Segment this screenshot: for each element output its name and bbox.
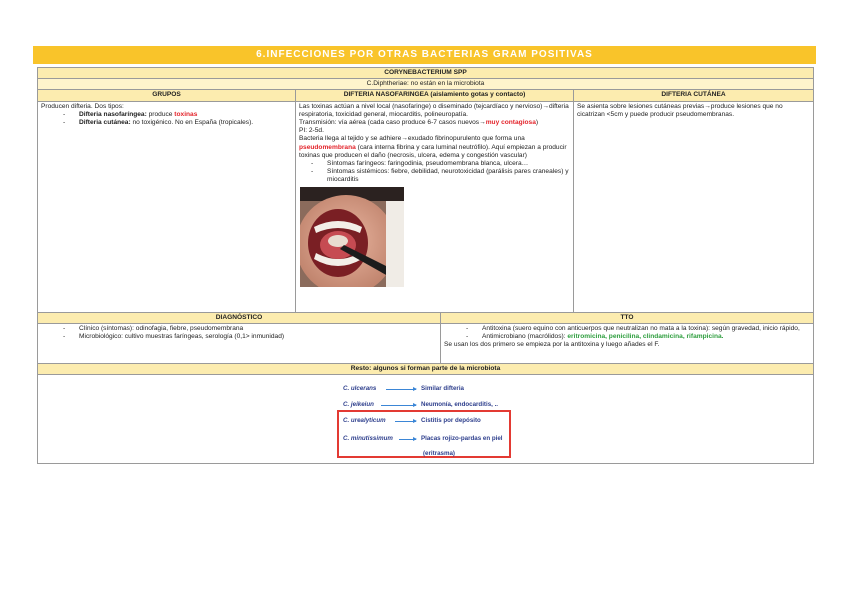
grupos-intro: Producen difteria. Dos tipos: [41,102,124,110]
resto-name-minutissimum: C. minutissimum [343,435,393,443]
arrow-icon [386,389,416,390]
diagnostico-microbiologico: - Microbiológico: cultivo muestras faríngeas, serología (0,1> inmunidad) [79,333,437,341]
tto-b2-text: Antimicrobiano (macrólidos): [482,333,568,341]
resto-header: Resto: algunos si forman parte de la microbiota [38,364,813,374]
diagnostico-header: DIAGNÓSTICO [38,313,440,323]
subtitle-row [38,79,813,90]
naso-p2-text: Transmisión: vía aérea (cada caso produce 6-7 casos nuevos→ [299,119,486,127]
content-row [38,102,813,313]
grupos-item1-red: toxinas [174,110,198,118]
resto-row [38,375,813,464]
arrow-icon [399,439,416,440]
tto-cell [440,324,813,363]
naso-p2-end: ) [535,119,539,127]
resto-extra: (eritrasma) [423,450,455,458]
tto-antimicrobiano [482,333,810,341]
subtitle: C.Diphtheriae: no están en la microbiota [38,79,813,89]
tto-b2-green: eritromicina, penicilina, clindamicina, rifampicina. [567,333,724,341]
resto-result-ulcerans: Similar difteria [421,385,464,393]
cutanea-text: Se asienta sobre lesiones cutáneas previas→produce lesiones que no cicatrizan <5cm y puede producir pseudomembranas. [577,102,783,118]
nasofaringea-cell [295,102,573,312]
diagnostico-cell [38,324,440,363]
section-title: CORYNEBACTERIUM SPP [38,68,813,78]
tto-antitoxina: - Antitoxina (suero equino con anticuerpos que neutralizan no mata a la toxina): según gravedad, inicio rápido, [482,325,810,333]
document-table [37,67,814,464]
cutanea-cell [573,102,813,312]
diag-tto-row [38,324,813,364]
grupos-item-cutanea [79,119,292,127]
resto-name-ulcerans: C. ulcerans [343,385,377,393]
grupos-list [41,111,292,127]
naso-p2-red: muy contagiosa [485,119,536,127]
naso-symptom-faringeos: - Síntomas faríngeos: faringodinia, pseudomembrana blanca, ulcera… [327,160,570,168]
throat-photo [300,187,404,287]
naso-p3: PI: 2-5d. [299,127,324,135]
resto-header-row [38,364,813,375]
naso-p4b: (cara interna fibrina y cara luminal neutrófilo). Aquí empiezan a producir toxinas que producen el daño (necrosis, ulcera, edema y congestión vascular) [299,143,567,159]
diagnostico-clinico: - Clínico (síntomas): odinofagia, fiebre, pseudomembrana [79,325,437,333]
arrow-icon [381,405,416,406]
grupos-cell [38,102,295,312]
banner-title: 6.INFECCIONES POR OTRAS BACTERIAS GRAM POSITIVAS [33,46,816,64]
naso-p4-red: pseudomembrana [299,143,356,151]
resto-result-jeikeiun: Neumonía, endocarditis, .. [421,401,499,409]
naso-symptom-sistemicos: - Síntomas sistémicos: fiebre, debilidad, neurotoxicidad (parálisis pares craneales) y miocarditis [327,168,570,184]
arrow-icon [395,421,416,422]
grupos-item2-text: no toxigénico. No en España (tropicales). [130,119,254,127]
resto-result-urealyticum: Cistitis por depósito [421,417,481,425]
section-title-row [38,68,813,79]
resto-result-minutissimum: Placas rojizo-pardas en piel [421,435,503,443]
resto-diagram [38,375,813,463]
columns-header-row [38,90,813,101]
col-header-grupos: GRUPOS [38,90,295,100]
grupos-item-nasofaringea [79,111,292,119]
naso-p1: Las toxinas actúan a nivel local (nasofaringe) o diseminado (tejcardíaco y nervioso)→difteria respiratoria, toxicidad general, miocarditis, polineuropatía. [299,102,569,118]
grupos-item1-label: Difteria nasofaríngea: [79,110,147,118]
diag-tto-header-row [38,313,813,324]
tto-list [444,325,810,341]
naso-p4 [299,135,570,160]
grupos-item2-label: Difteria cutánea: [79,119,131,127]
col-header-nasofaringea: DIFTERIA NASOFARINGEA (aislamiento gotas y contacto) [295,90,573,100]
naso-p4a: Bacteria llega al tejido y se adhiere→exudado fibrinopurulento que forma una [299,135,525,143]
tto-header: TTO [440,313,813,323]
col-header-cutanea: DIFTERIA CUTÁNEA [573,90,813,100]
resto-name-jeikeiun: C. jeikeiun [343,401,374,409]
resto-name-urealyticum: C. urealyticum [343,417,386,425]
grupos-item1-text: produce [146,110,175,118]
tto-after: Se usan los dos primero se empieza por la antitoxina y luego añades el F. [444,341,660,349]
naso-symptoms-list [299,160,570,185]
diagnostico-list [41,325,437,341]
naso-p2 [299,119,570,127]
